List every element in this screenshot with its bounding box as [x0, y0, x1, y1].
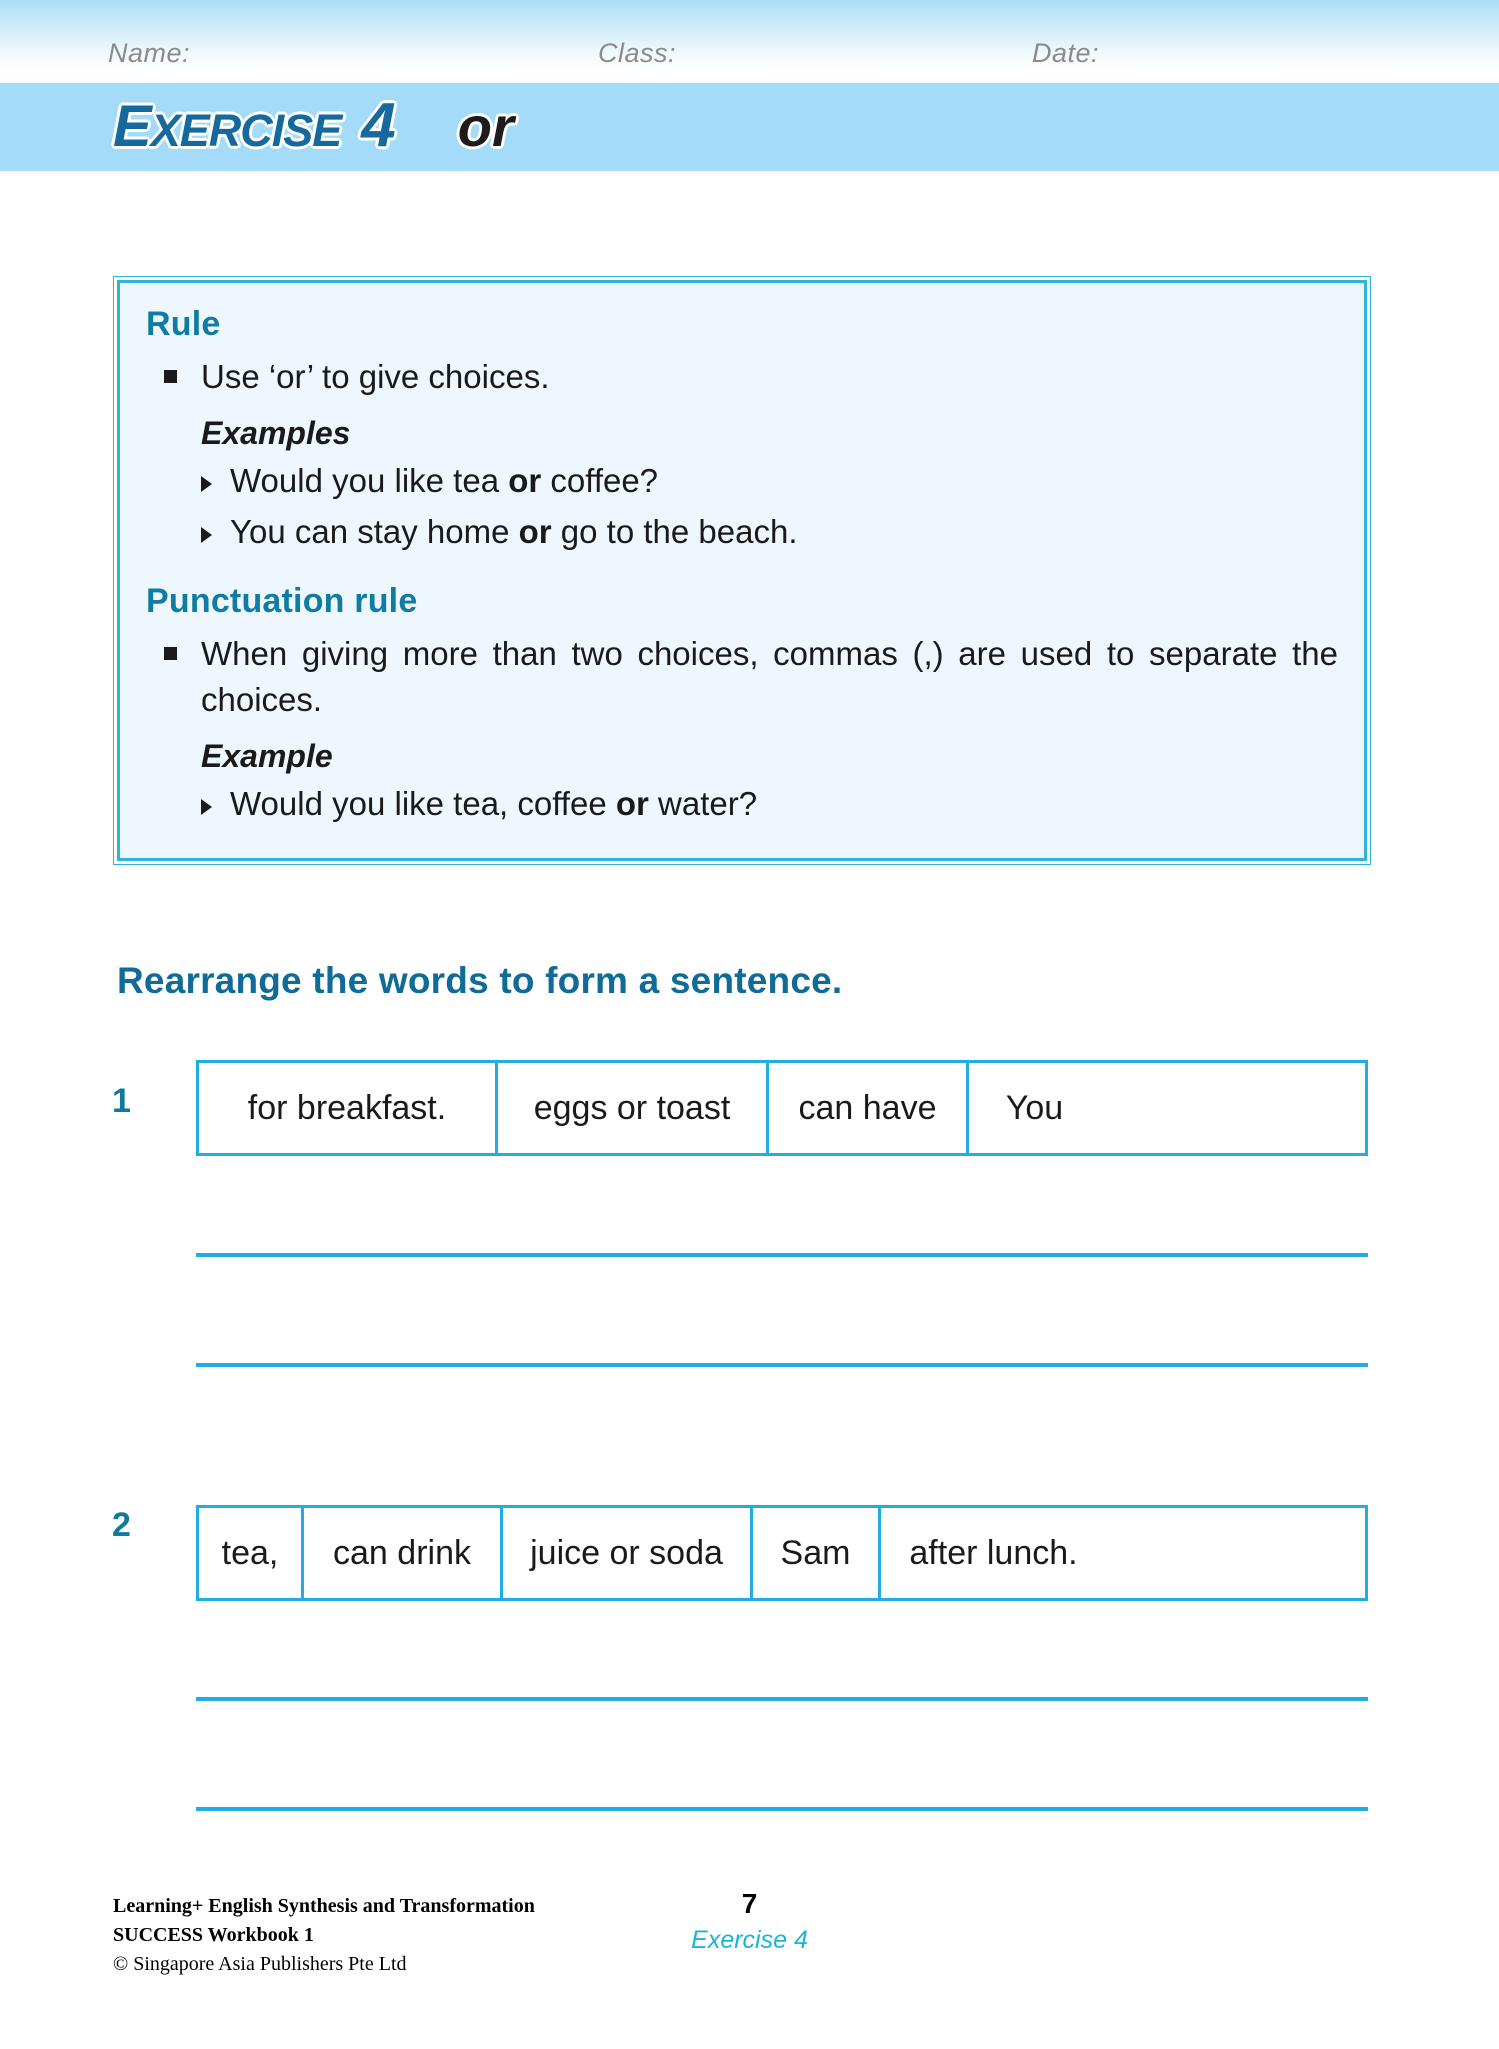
- footer-line-1: Learning+ English Synthesis and Transformation: [113, 1895, 535, 1917]
- example-item: [146, 781, 1338, 828]
- rule-bullet-text: Use ‘or’ to give choices.: [201, 358, 550, 395]
- answer-line-2b[interactable]: [196, 1807, 1368, 1811]
- arrow-bullet-icon: [201, 527, 212, 543]
- word-cell: can have: [769, 1063, 969, 1153]
- answer-line-1b[interactable]: [196, 1363, 1368, 1367]
- footer-page-block: [0, 1888, 1499, 1955]
- instruction-heading: Rearrange the words to form a sentence.: [117, 960, 843, 1001]
- example-3-keyword: or: [615, 785, 649, 823]
- square-bullet-icon: [164, 647, 177, 660]
- word-cell: tea,: [199, 1508, 304, 1598]
- examples-label: Examples: [201, 414, 351, 451]
- exercise-title-word: XERCISE: [150, 105, 342, 156]
- student-info-row: [0, 38, 1499, 84]
- word-cell: You: [1005, 1088, 1064, 1127]
- answer-line-1a[interactable]: [196, 1253, 1368, 1257]
- example-1-before: Would you like tea: [230, 461, 509, 499]
- exercise-title: [113, 91, 514, 160]
- word-cell: after lunch.: [909, 1533, 1078, 1572]
- word-cell: juice or soda: [503, 1508, 753, 1598]
- question-number-2: 2: [112, 1506, 131, 1544]
- exercise-topic: or: [457, 95, 514, 158]
- word-cell: eggs or toast: [498, 1063, 769, 1153]
- example-item: [146, 458, 1338, 505]
- page-number: 7: [741, 1888, 758, 1919]
- date-field-label: Date:: [1032, 38, 1100, 68]
- footer-exercise-label: Exercise 4: [691, 1926, 808, 1954]
- example-1-keyword: or: [508, 461, 542, 499]
- example-1-after: coffee?: [541, 461, 659, 499]
- example-2-before: You can stay home: [230, 512, 519, 550]
- example-label: Example: [201, 738, 333, 775]
- exercise-title-initial: E: [113, 94, 151, 159]
- example-text-1: [230, 458, 658, 505]
- question-number-1: 1: [112, 1082, 131, 1120]
- exercise-number: 4: [361, 91, 396, 160]
- word-cell: for breakfast.: [199, 1063, 498, 1153]
- answer-line-2a[interactable]: [196, 1697, 1368, 1701]
- example-item: [146, 509, 1338, 556]
- word-strip-1: [196, 1060, 1368, 1156]
- example-2-keyword: or: [518, 512, 552, 550]
- name-field-label: Name:: [108, 38, 191, 68]
- punctuation-bullet-item: [146, 631, 1338, 725]
- word-cell: Sam: [753, 1508, 881, 1598]
- arrow-bullet-icon: [201, 799, 212, 815]
- exercise-title-band: [0, 83, 1499, 171]
- punctuation-bullet-text: When giving more than two choices, commas (,) are used to separate the choices.: [201, 634, 1338, 719]
- punctuation-rule-heading: Punctuation rule: [146, 581, 418, 620]
- footer-line-3: © Singapore Asia Publishers Pte Ltd: [113, 1953, 407, 1975]
- example-text-3: [230, 781, 757, 828]
- rule-heading: Rule: [146, 305, 221, 343]
- word-cell: can drink: [304, 1508, 503, 1598]
- example-3-before: Would you like tea, coffee: [230, 785, 616, 823]
- example-text-2: [230, 509, 798, 556]
- example-2-after: go to the beach.: [551, 512, 798, 550]
- footer-line-2: SUCCESS Workbook 1: [113, 1924, 314, 1946]
- example-3-after: water?: [648, 785, 758, 823]
- square-bullet-icon: [164, 370, 177, 383]
- word-strip-2: [196, 1505, 1368, 1601]
- class-field-label: Class:: [598, 38, 677, 68]
- arrow-bullet-icon: [201, 476, 212, 492]
- rule-bullet-item: [146, 354, 1338, 401]
- rule-box: [117, 280, 1367, 861]
